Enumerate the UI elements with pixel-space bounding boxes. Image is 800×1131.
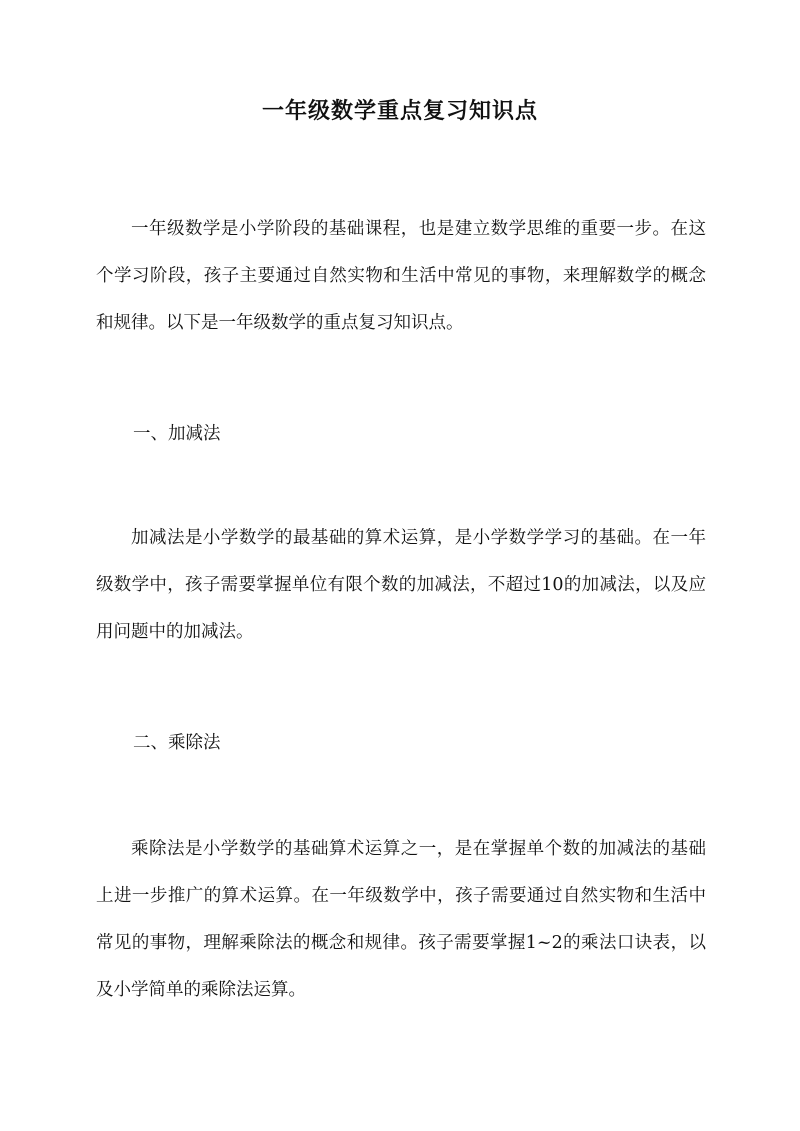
document-title: 一年级数学重点复习知识点 <box>261 98 538 124</box>
section-body-addition-subtraction: 加减法是小学数学的最基础的算术运算，是小学数学学习的基础。在一年级数学中，孩子需要掌握单位有限个数的加减法，不超过10的加减法，以及应用问题中的加减法。 <box>96 528 706 642</box>
section-heading-multiplication-division: 二、乘除法 <box>133 733 221 753</box>
intro-paragraph: 一年级数学是小学阶段的基础课程，也是建立数学思维的重要一步。在这个学习阶段，孩子主要通过自然实物和生活中常见的事物，来理解数学的概念和规律。以下是一年级数学的重点复习知识点。 <box>96 219 706 333</box>
section-heading-addition-subtraction: 一、加减法 <box>133 424 221 444</box>
section-body-multiplication-division: 乘除法是小学数学的基础算术运算之一，是在掌握单个数的加减法的基础上进一步推广的算术运算。在一年级数学中，孩子需要通过自然实物和生活中常见的事物，理解乘除法的概念和规律。孩子需要掌握1~2的乘法口诀表，以及小学简单的乘除法运算。 <box>96 839 706 1000</box>
